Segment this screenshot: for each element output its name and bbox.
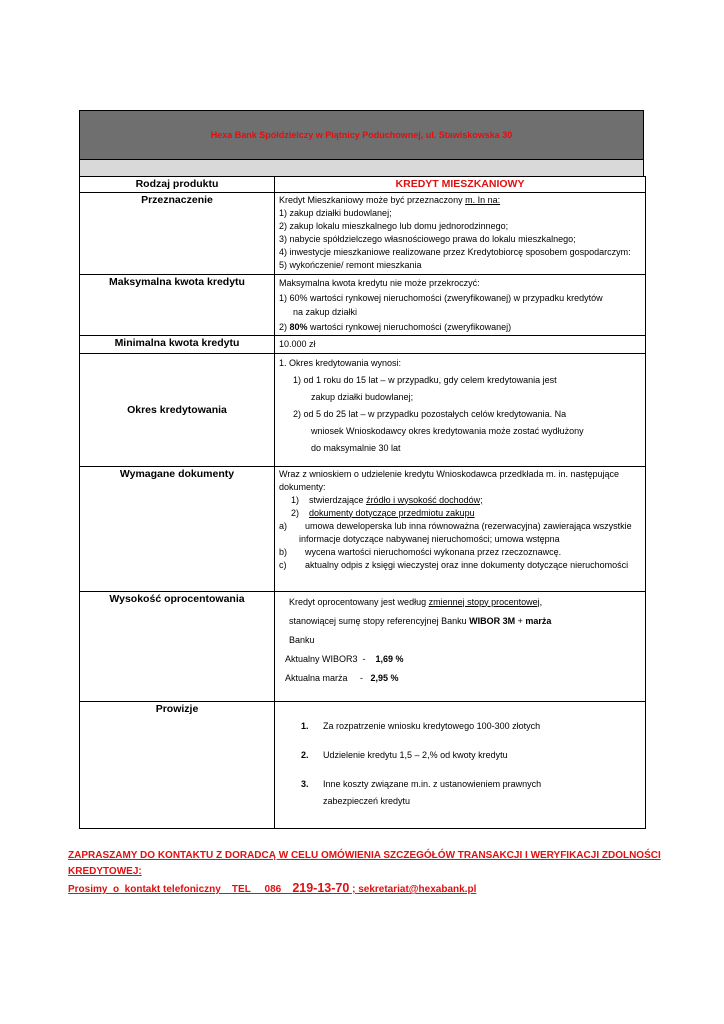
przeznaczenie-item: 4) inwestycje mieszkaniowe realizowane przez Kredytobiorcę sposobem gospodarczym:	[279, 247, 631, 257]
prowizja-item: 1. Za rozpatrzenie wniosku kredytowego 100-300 złotych	[301, 720, 541, 731]
label-przeznaczenie: Przeznaczenie	[80, 193, 275, 275]
bank-header-banner	[79, 110, 644, 160]
value-rodzaj: KREDYT MIESZKANIOWY	[275, 177, 646, 193]
contact-footer	[68, 848, 668, 898]
prowizja-item: 3. Inne koszty związane m.in. z ustanowieniem prawnych zabezpieczeń kredytu	[301, 778, 542, 806]
label-min: Minimalna kwota kredytu	[80, 336, 275, 354]
footer-contact: Prosimy o kontakt telefoniczny TEL 086 219-13-70 ; sekretariat@hexabank.pl	[68, 881, 477, 895]
row-przeznaczenie	[80, 193, 646, 275]
value-prowizje	[275, 701, 646, 828]
row-rodzaj	[80, 177, 646, 193]
label-prowizje: Prowizje	[80, 701, 275, 828]
label-maks: Maksymalna kwota kredytu	[80, 275, 275, 336]
row-dokumenty	[80, 466, 646, 591]
product-table	[79, 176, 646, 829]
row-okres	[80, 353, 646, 466]
offer-sheet	[79, 110, 644, 829]
przeznaczenie-item: 1) zakup działki budowlanej;	[279, 208, 392, 218]
footer-invite: ZAPRASZAMY DO KONTAKTU Z DORADCĄ W CELU OMÓWIENIA SZCZEGÓŁÓW TRANSAKCJI I WERYFIKACJI ZDOLNOŚCI	[68, 850, 661, 861]
value-maks: Maksymalna kwota kredytu nie może przekroczyć: 1) 60% wartości rynkowej nieruchomości (zweryfikowanej) w przypadku kredytów na zakup działki 2) 80% wartości rynkowej nieruchomości (zweryfikowanej)	[275, 275, 646, 336]
label-oproc: Wysokość oprocentowania	[80, 591, 275, 701]
phone-number[interactable]: 219-13-70	[292, 881, 350, 895]
przeznaczenie-item: 3) nabycie spółdzielczego własnościowego prawa do lokalu mieszkalnego;	[279, 234, 576, 244]
value-okres: 1. Okres kredytowania wynosi: 1) od 1 roku do 15 lat – w przypadku, gdy celem kredytowania jest zakup działki budowlanej; 2) od 5 do 25 lat – w przypadku pozostałych celów kredytowania. Na wniosek Wnioskodawcy okres kredytowania może zostać wydłużony do maksymalnie 30 lat	[275, 353, 646, 466]
value-min: 10.000 zł	[275, 336, 646, 354]
email-link[interactable]: ; sekretariat@hexabank.pl	[349, 884, 477, 895]
label-rodzaj: Rodzaj produktu	[80, 177, 275, 193]
value-przeznaczenie: Kredyt Mieszkaniowy może być przeznaczony m. In na: 1) zakup działki budowlanej; 2) zakup lokalu mieszkalnego lub domu jednorodzinnego; 3) nabycie spółdzielczego własnościowego prawa do lokalu mieszkalnego; 4) inwestycje mieszkaniowe realizowane przez Kredytobiorcę sposobem gospodarczym: 5) wykończenie/ remont mieszkania	[275, 193, 646, 275]
prowizja-item: 2. Udzielenie kredytu 1,5 – 2,% od kwoty kredytu	[301, 749, 508, 760]
value-dokumenty: Wraz z wnioskiem o udzielenie kredytu Wnioskodawca przedkłada m. in. następujące dokumenty: 1) stwierdzające źródło i wysokość dochodów; 2) dokumenty dotyczące przedmiotu zakupu a) umowa deweloperska lub inna równoważna (rezerwacyjna) zawierająca wszystkie informacje dotyczące nabywanej nieruchomości; umowa wstępna b) wycena wartości nieruchomości wykonana przez rzeczoznawcę. c) aktualny odpis z księgi wieczystej oraz inne dokumenty dotyczące nieruchomości	[275, 466, 646, 591]
bank-name: Hexa Bank Spółdzielczy w Piątnicy Poduchownej, ul. Stawiskowska 30	[210, 130, 513, 140]
row-min	[80, 336, 646, 354]
row-maks	[80, 275, 646, 336]
przeznaczenie-item: 2) zakup lokalu mieszkalnego lub domu jednorodzinnego;	[279, 221, 509, 231]
value-oproc: Kredyt oprocentowany jest według zmiennej stopy procentowej, stanowiącej sumę stopy referencyjnej Banku WIBOR 3M + marża Banku Aktualny WIBOR3 - 1,69 % Aktualna marża - 2,95 %	[275, 591, 646, 701]
footer-invite-cont: KREDYTOWEJ:	[68, 866, 142, 877]
row-prowizje	[80, 701, 646, 828]
przeznaczenie-item: 5) wykończenie/ remont mieszkania	[279, 260, 422, 270]
label-dokumenty: Wymagane dokumenty	[80, 466, 275, 591]
header-spacer	[79, 160, 644, 176]
label-okres: Okres kredytowania	[80, 353, 275, 466]
row-oproc	[80, 591, 646, 701]
